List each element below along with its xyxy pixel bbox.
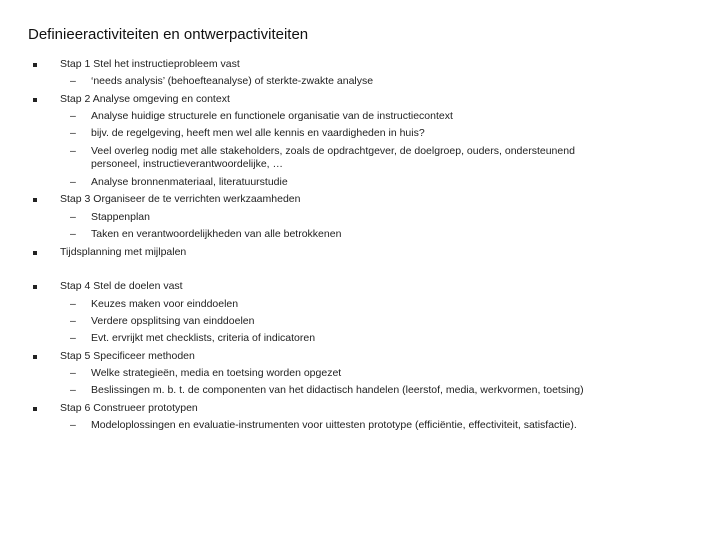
list-item: Stap 2 Analyse omgeving en context	[60, 93, 230, 105]
dash-marker: –	[70, 75, 76, 87]
sub-list-item: ‘needs analysis’ (behoefteanalyse) of sterkte-zwakte analyse	[91, 75, 374, 87]
list-item: Stap 1 Stel het instructieprobleem vast	[60, 58, 240, 70]
dash-marker: –	[70, 419, 76, 431]
bullet-marker	[33, 285, 37, 289]
dash-marker: –	[70, 367, 76, 379]
dash-marker: –	[70, 315, 76, 327]
bullet-marker	[33, 98, 37, 102]
bullet-marker	[33, 251, 37, 255]
sub-list-item: bijv. de regelgeving, heeft men wel alle kennis en vaardigheden in huis?	[91, 127, 425, 139]
bullet-marker	[33, 407, 37, 411]
slide-title: Definieeractiviteiten en ontwerpactiviteiten	[28, 26, 309, 43]
dash-marker: –	[70, 211, 76, 223]
list-item: Tijdsplanning met mijlpalen	[60, 246, 187, 258]
dash-marker: –	[70, 332, 76, 344]
bullet-marker	[33, 63, 37, 67]
bullet-marker	[33, 198, 37, 202]
sub-list-item: Beslissingen m. b. t. de componenten van het didactisch handelen (leerstof, media, werkvormen, toetsing)	[91, 384, 584, 396]
dash-marker: –	[70, 110, 76, 122]
sub-list-item: Veel overleg nodig met alle stakeholders, zoals de opdrachtgever, de doelgroep, ouders, ondersteunend	[91, 145, 575, 157]
dash-marker: –	[70, 228, 76, 240]
list-item: Stap 5 Specificeer methoden	[60, 350, 195, 362]
sub-list-item: Evt. ervrijkt met checklists, criteria of indicatoren	[91, 332, 316, 344]
list-item: Stap 6 Construeer prototypen	[60, 402, 198, 414]
dash-marker: –	[70, 298, 76, 310]
bullet-marker	[33, 355, 37, 359]
sub-list-item: Analyse huidige structurele en functionele organisatie van de instructiecontext	[91, 110, 453, 122]
sub-list-item: Keuzes maken voor einddoelen	[91, 298, 239, 310]
list-item: Stap 4 Stel de doelen vast	[60, 280, 183, 292]
dash-marker: –	[70, 176, 76, 188]
sub-list-item: Modeloplossingen en evaluatie-instrumenten voor uittesten prototype (efficiëntie, effectiviteit, satisfactie).	[91, 419, 577, 431]
sub-list-item: Taken en verantwoordelijkheden van alle betrokkenen	[91, 228, 342, 240]
sub-list-item: personeel, instructieverantwoordelijke, …	[91, 158, 284, 170]
dash-marker: –	[70, 384, 76, 396]
sub-list-item: Stappenplan	[91, 211, 150, 223]
sub-list-item: Analyse bronnenmateriaal, literatuurstudie	[91, 176, 288, 188]
dash-marker: –	[70, 127, 76, 139]
sub-list-item: Welke strategieën, media en toetsing worden opgezet	[91, 367, 342, 379]
sub-list-item: Verdere opsplitsing van einddoelen	[91, 315, 255, 327]
list-item: Stap 3 Organiseer de te verrichten werkzaamheden	[60, 193, 301, 205]
dash-marker: –	[70, 145, 76, 157]
